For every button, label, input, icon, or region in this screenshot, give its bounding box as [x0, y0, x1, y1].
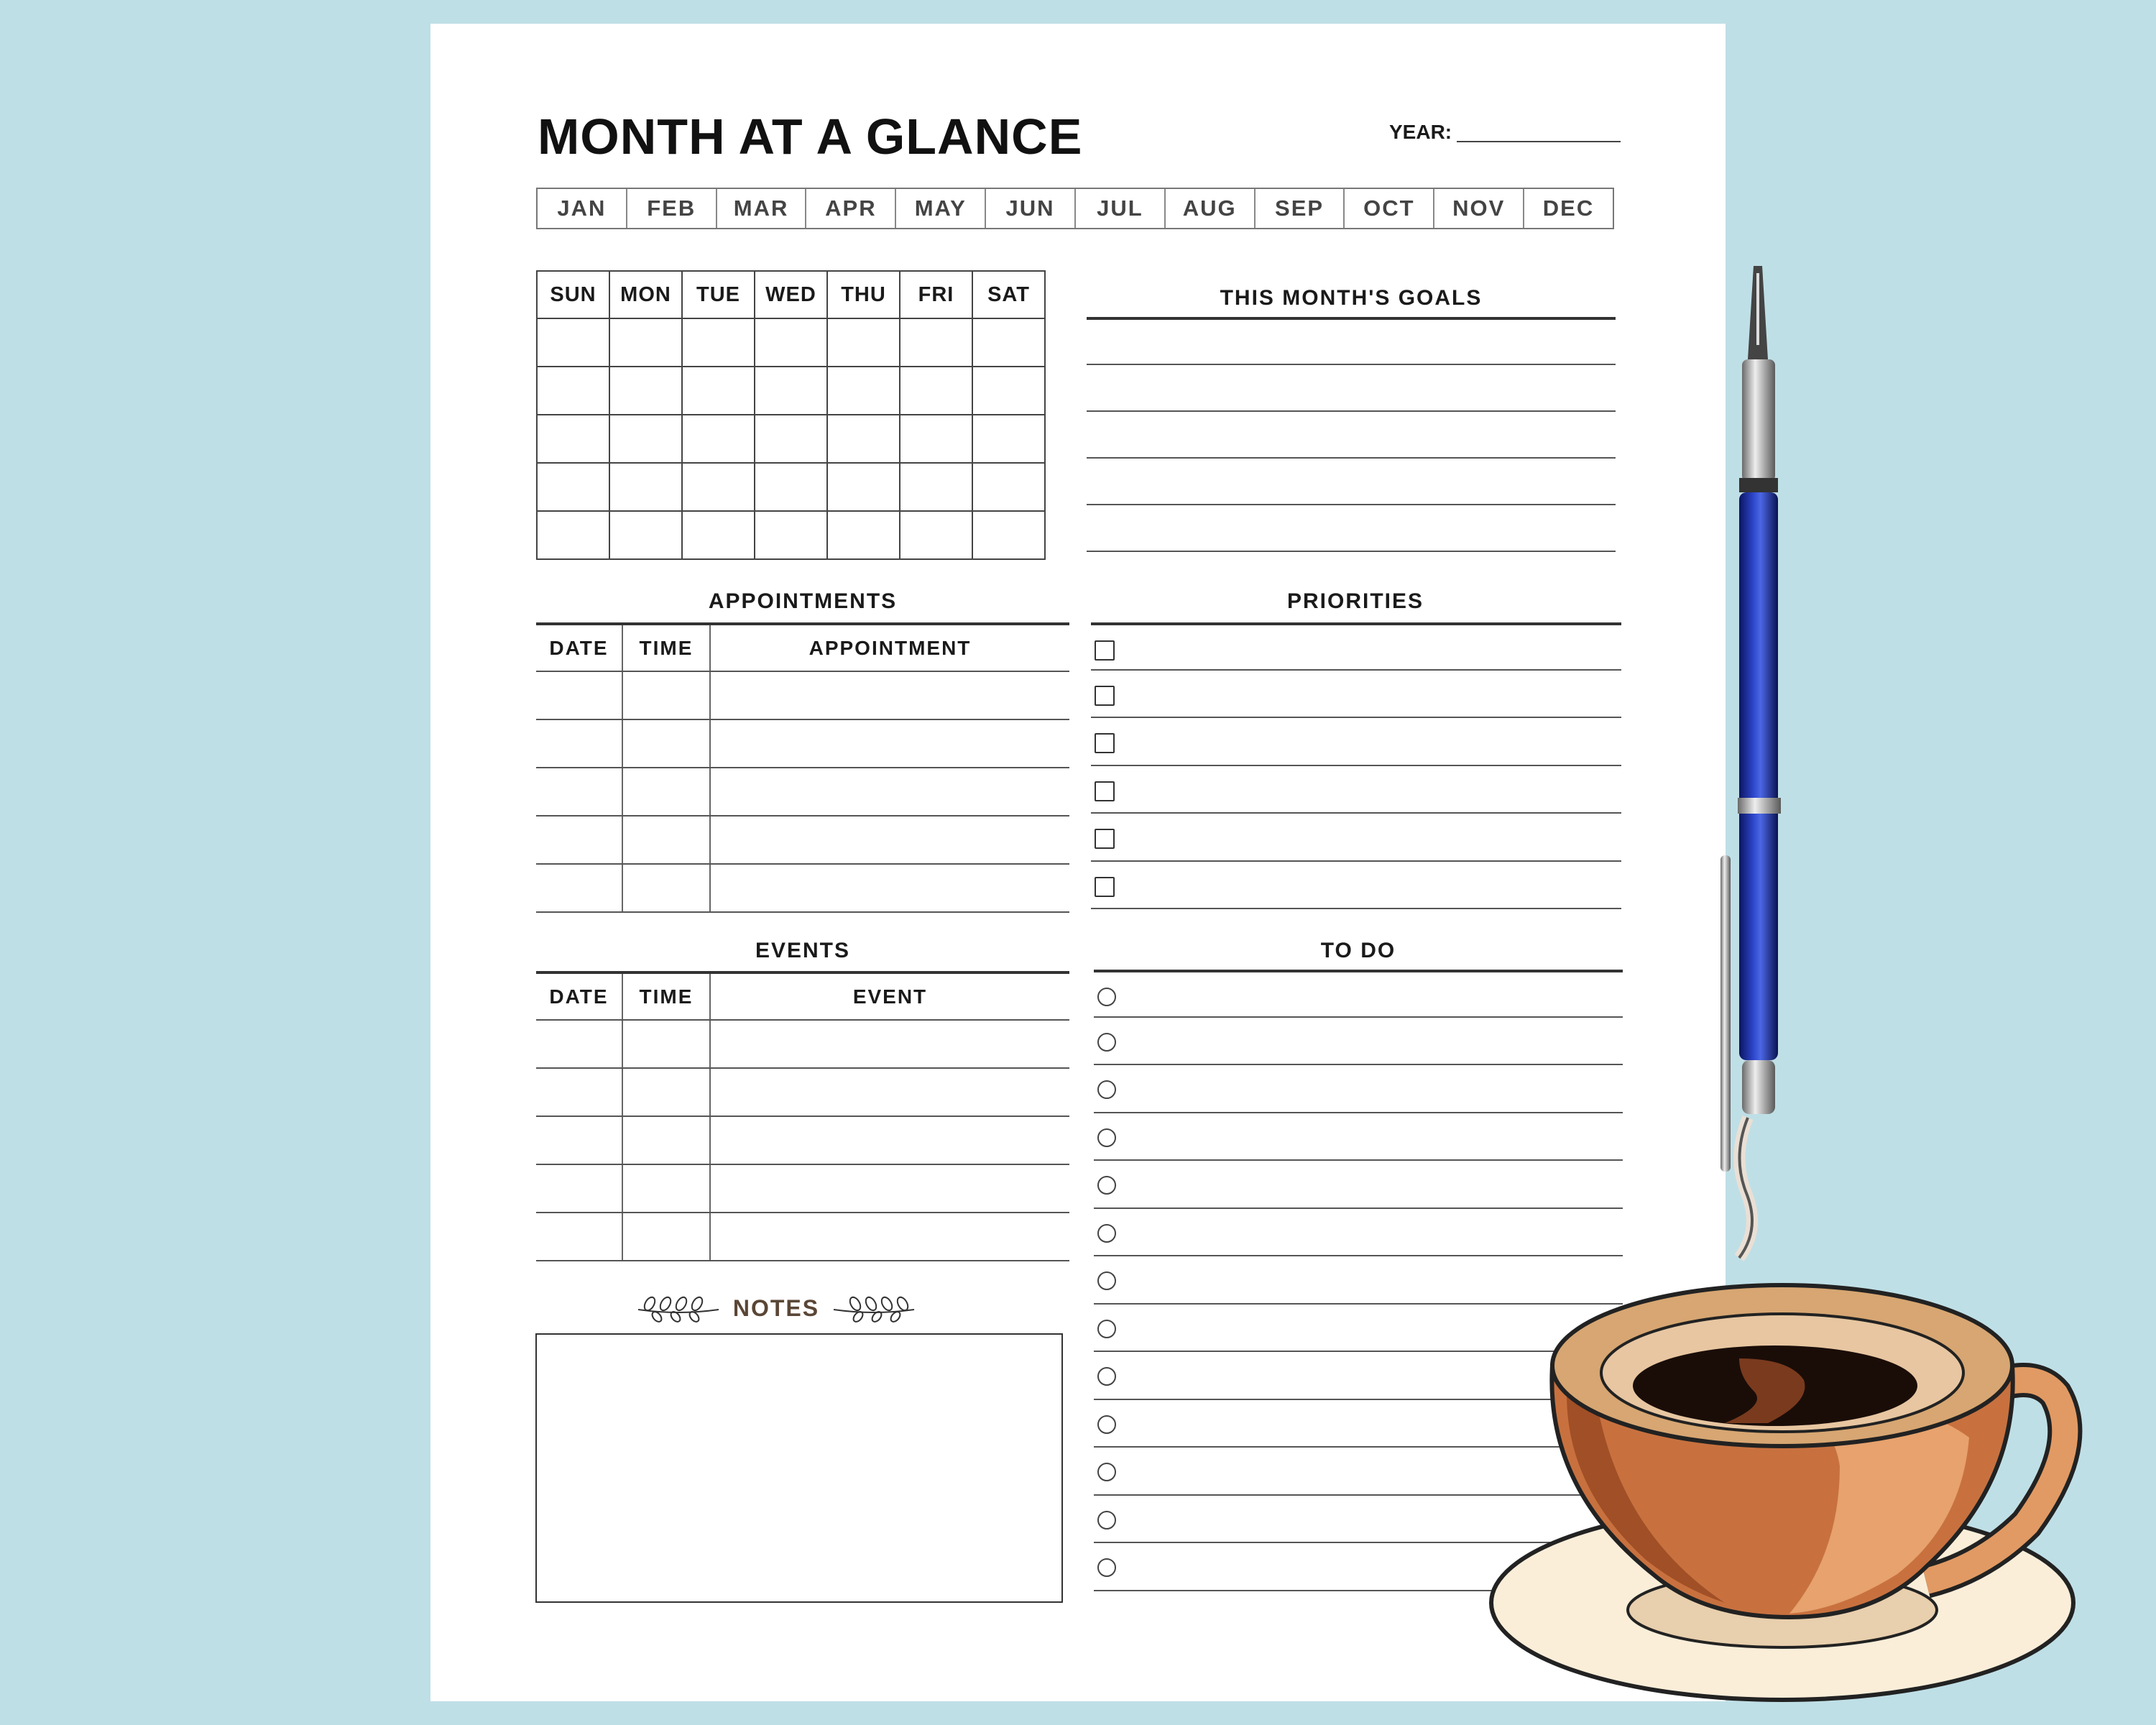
radio-circle-icon[interactable] [1097, 1415, 1116, 1434]
goal-line[interactable] [1087, 410, 1616, 457]
page-title: MONTH AT A GLANCE [538, 109, 1083, 165]
event-date-cell[interactable] [536, 1213, 622, 1261]
todo-item[interactable] [1094, 1018, 1623, 1066]
month-aug[interactable]: AUG [1166, 189, 1256, 228]
todo-item[interactable] [1094, 1209, 1623, 1257]
priorities-title: PRIORITIES [1286, 589, 1424, 613]
calendar-week-row [537, 318, 1045, 367]
month-jul[interactable]: JUL [1076, 189, 1166, 228]
calendar-day-cell[interactable] [537, 511, 609, 559]
appointment-text-cell[interactable] [710, 671, 1069, 719]
calendar-week-row [537, 415, 1045, 463]
calendar-day-cell[interactable] [827, 367, 900, 415]
day-thu: THU [827, 271, 900, 318]
appointment-date-cell[interactable] [536, 864, 622, 912]
event-time-cell[interactable] [622, 1020, 710, 1068]
priorities-list [1091, 622, 1621, 909]
calendar-header-row [537, 271, 1045, 318]
events-col-date: DATE [536, 972, 622, 1020]
calendar-grid [536, 270, 1046, 560]
calendar-day-cell[interactable] [537, 367, 609, 415]
radio-circle-icon[interactable] [1097, 1271, 1116, 1290]
todo-item[interactable] [1094, 970, 1623, 1018]
month-jan[interactable]: JAN [538, 189, 627, 228]
appointment-text-cell[interactable] [710, 864, 1069, 912]
priority-item[interactable] [1091, 862, 1621, 910]
month-jun[interactable]: JUN [986, 189, 1076, 228]
checkbox-icon[interactable] [1095, 781, 1115, 801]
goal-line[interactable] [1087, 317, 1616, 364]
goal-line[interactable] [1087, 551, 1616, 552]
event-text-cell[interactable] [710, 1068, 1069, 1116]
appointments-body [536, 671, 1069, 912]
appointments-col-time: TIME [622, 624, 710, 671]
calendar-day-cell[interactable] [609, 318, 682, 367]
appointment-row [536, 768, 1069, 816]
todo-item[interactable] [1094, 1113, 1623, 1162]
appointments-col-date: DATE [536, 624, 622, 671]
event-time-cell[interactable] [622, 1164, 710, 1213]
calendar-day-cell[interactable] [900, 511, 972, 559]
appointment-text-cell[interactable] [710, 816, 1069, 864]
event-date-cell[interactable] [536, 1020, 622, 1068]
month-selector [536, 188, 1614, 229]
event-row [536, 1213, 1069, 1261]
radio-circle-icon[interactable] [1097, 1463, 1116, 1481]
month-nov[interactable]: NOV [1434, 189, 1524, 228]
month-apr[interactable]: APR [806, 189, 896, 228]
calendar-day-cell[interactable] [972, 367, 1045, 415]
event-time-cell[interactable] [622, 1068, 710, 1116]
events-col-event: EVENT [710, 972, 1069, 1020]
priority-item[interactable] [1091, 814, 1621, 862]
calendar-day-cell[interactable] [900, 463, 972, 511]
month-feb[interactable]: FEB [627, 189, 717, 228]
radio-circle-icon[interactable] [1097, 1080, 1116, 1099]
calendar-day-cell[interactable] [537, 318, 609, 367]
appointment-row [536, 816, 1069, 864]
calendar-day-cell[interactable] [755, 367, 827, 415]
calendar-day-cell[interactable] [972, 415, 1045, 463]
calendar-day-cell[interactable] [682, 318, 755, 367]
calendar-day-cell[interactable] [827, 415, 900, 463]
appointment-date-cell[interactable] [536, 768, 622, 816]
checkbox-icon[interactable] [1095, 733, 1115, 753]
event-date-cell[interactable] [536, 1116, 622, 1164]
event-row [536, 1116, 1069, 1164]
todo-item[interactable] [1094, 1161, 1623, 1209]
day-sun: SUN [537, 271, 609, 318]
checkbox-icon[interactable] [1095, 877, 1115, 897]
appointments-col-appointment: APPOINTMENT [710, 624, 1069, 671]
calendar-day-cell[interactable] [609, 367, 682, 415]
day-wed: WED [755, 271, 827, 318]
day-fri: FRI [900, 271, 972, 318]
calendar-day-cell[interactable] [682, 415, 755, 463]
calendar-day-cell[interactable] [609, 463, 682, 511]
appointment-text-cell[interactable] [710, 768, 1069, 816]
fountain-pen-image [1710, 259, 1825, 1265]
calendar-week-row [537, 463, 1045, 511]
leaf-ornament-icon [831, 1294, 917, 1322]
appointment-row [536, 719, 1069, 768]
month-may[interactable]: MAY [896, 189, 986, 228]
event-row [536, 1068, 1069, 1116]
calendar-day-cell[interactable] [900, 367, 972, 415]
appointment-row [536, 671, 1069, 719]
event-row [536, 1164, 1069, 1213]
calendar-day-cell[interactable] [682, 511, 755, 559]
priority-item[interactable] [1091, 671, 1621, 719]
goals-list [1087, 317, 1616, 552]
month-oct[interactable]: OCT [1345, 189, 1434, 228]
event-date-cell[interactable] [536, 1164, 622, 1213]
event-text-cell[interactable] [710, 1020, 1069, 1068]
appointment-row [536, 864, 1069, 912]
radio-circle-icon[interactable] [1097, 1128, 1116, 1147]
appointment-date-cell[interactable] [536, 719, 622, 768]
event-date-cell[interactable] [536, 1068, 622, 1116]
calendar-day-cell[interactable] [537, 463, 609, 511]
events-title: EVENTS [755, 939, 851, 962]
calendar-day-cell[interactable] [609, 415, 682, 463]
events-body [536, 1020, 1069, 1261]
calendar-day-cell[interactable] [900, 318, 972, 367]
radio-circle-icon[interactable] [1097, 1511, 1116, 1530]
goal-line[interactable] [1087, 364, 1616, 410]
calendar-day-cell[interactable] [972, 511, 1045, 559]
day-tue: TUE [682, 271, 755, 318]
calendar-day-cell[interactable] [827, 463, 900, 511]
calendar-day-cell[interactable] [827, 511, 900, 559]
radio-circle-icon[interactable] [1097, 988, 1116, 1006]
todo-title: TO DO [1320, 939, 1396, 962]
appointment-text-cell[interactable] [710, 719, 1069, 768]
calendar-day-cell[interactable] [900, 415, 972, 463]
leaf-ornament-icon [635, 1294, 722, 1322]
checkbox-icon[interactable] [1095, 686, 1115, 706]
calendar-day-cell[interactable] [972, 318, 1045, 367]
appointment-time-cell[interactable] [622, 816, 710, 864]
goals-title: THIS MONTH'S GOALS [1220, 286, 1483, 310]
event-time-cell[interactable] [622, 1213, 710, 1261]
events-col-time: TIME [622, 972, 710, 1020]
coffee-cup-image [1466, 1251, 2084, 1725]
day-mon: MON [609, 271, 682, 318]
event-row [536, 1020, 1069, 1068]
events-table [536, 971, 1069, 1261]
notes-area[interactable] [535, 1333, 1063, 1603]
radio-circle-icon[interactable] [1097, 1367, 1116, 1386]
year-input-line[interactable] [1457, 141, 1621, 142]
calendar-day-cell[interactable] [609, 511, 682, 559]
priority-item[interactable] [1091, 622, 1621, 671]
todo-item[interactable] [1094, 1065, 1623, 1113]
notes-header [625, 1294, 927, 1322]
radio-circle-icon[interactable] [1097, 1320, 1116, 1338]
calendar-day-cell[interactable] [755, 415, 827, 463]
checkbox-icon[interactable] [1095, 640, 1115, 661]
calendar-day-cell[interactable] [755, 463, 827, 511]
event-text-cell[interactable] [710, 1164, 1069, 1213]
calendar-week-row [537, 511, 1045, 559]
goal-line[interactable] [1087, 504, 1616, 551]
calendar-day-cell[interactable] [537, 415, 609, 463]
checkbox-icon[interactable] [1095, 829, 1115, 849]
radio-circle-icon[interactable] [1097, 1176, 1116, 1195]
appointment-date-cell[interactable] [536, 671, 622, 719]
appointment-date-cell[interactable] [536, 816, 622, 864]
goal-line[interactable] [1087, 457, 1616, 504]
calendar-day-cell[interactable] [755, 318, 827, 367]
appointment-time-cell[interactable] [622, 719, 710, 768]
appointment-time-cell[interactable] [622, 671, 710, 719]
priority-item[interactable] [1091, 718, 1621, 766]
calendar-body [537, 318, 1045, 559]
calendar-day-cell[interactable] [682, 367, 755, 415]
radio-circle-icon[interactable] [1097, 1224, 1116, 1243]
appointments-table [536, 622, 1069, 913]
appointments-title: APPOINTMENTS [708, 589, 898, 613]
year-label: YEAR: [1389, 121, 1452, 143]
month-dec[interactable]: DEC [1542, 196, 1595, 221]
calendar-day-cell[interactable] [827, 318, 900, 367]
day-sat: SAT [972, 271, 1045, 318]
radio-circle-icon[interactable] [1097, 1033, 1116, 1052]
event-text-cell[interactable] [710, 1213, 1069, 1261]
event-text-cell[interactable] [710, 1116, 1069, 1164]
event-time-cell[interactable] [622, 1116, 710, 1164]
priority-item[interactable] [1091, 766, 1621, 814]
appointment-time-cell[interactable] [622, 864, 710, 912]
calendar-day-cell[interactable] [755, 511, 827, 559]
calendar-week-row [537, 367, 1045, 415]
appointment-time-cell[interactable] [622, 768, 710, 816]
calendar-day-cell[interactable] [972, 463, 1045, 511]
calendar-day-cell[interactable] [682, 463, 755, 511]
month-sep[interactable]: SEP [1256, 189, 1345, 228]
month-mar[interactable]: MAR [717, 189, 807, 228]
radio-circle-icon[interactable] [1097, 1558, 1116, 1577]
notes-title: NOTES [732, 1294, 820, 1321]
